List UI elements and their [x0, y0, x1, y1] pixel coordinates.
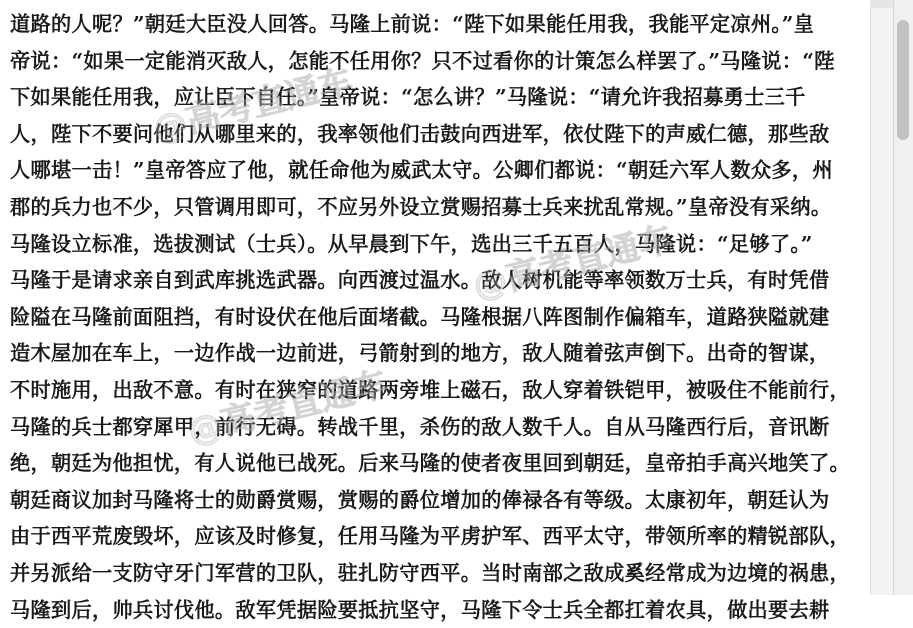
text-line: 道路的人呢？”朝廷大臣没人回答。马隆上前说：“陛下如果能任用我，我能平定凉州。”皇 [10, 6, 870, 43]
text-line: 并另派给一支防守牙门军营的卫队，驻扎防守西平。当时南部之敌成奚经常成为边境的祸患， [10, 555, 870, 592]
text-line: 帝说：“如果一定能消灭敌人，怎能不任用你？只不过看你的计策怎么样罢了。”马隆说：“陛 [10, 43, 870, 80]
text-line: 造木屋加在车上，一边作战一边前进，弓箭射到的地方，敌人随着弦声倒下。出奇的智谋， [10, 335, 870, 372]
text-line: 下如果能任用我，应让臣下自任。”皇帝说：“怎么讲？”马隆说：“请允许我招募勇士三千 [10, 79, 870, 116]
text-line: 险隘在马隆前面阻挡，有时设伏在他后面堵截。马隆根据八阵图制作偏箱车，道路狭隘就建 [10, 299, 870, 336]
watermark: @高考直通车 [147, 54, 357, 151]
text-line: 不时施用，出敌不意。有时在狭窄的道路两旁堆上磁石，敌人穿着铁铠甲，被吸住不能前行， [10, 372, 870, 409]
text-line: 马隆于是请求亲自到武库挑选武器。向西渡过温水。敌人树机能等率领数万士兵，有时凭借 [10, 262, 870, 299]
text-line: 马隆的兵士都穿犀甲，前行无碍。转战千里，杀伤的敌人数千人。自从马隆西行后，音讯断 [10, 409, 870, 446]
text-line: 由于西平荒废毁坏，应该及时修复，任用马隆为平虏护军、西平太守，带领所率的精锐部队， [10, 518, 870, 555]
scrollbar-thumb[interactable] [897, 20, 909, 140]
text-line: 郡的兵力也不少，只管调用即可，不应另外设立赏赐招募士兵来扰乱常规。”皇帝没有采纳。 [10, 189, 870, 226]
text-body [10, 6, 870, 628]
text-line: 人，陛下不要问他们从哪里来的，我率领他们击鼓向西进军，依仗陛下的声威仁德，那些敌 [10, 116, 870, 153]
text-line: 人哪堪一击！”皇帝答应了他，就任命他为威武太守。公卿们都说：“朝廷六军人数众多，州 [10, 152, 870, 189]
text-line: 绝，朝廷为他担忧，有人说他已战死。后来马隆的使者夜里回到朝廷，皇帝拍手高兴地笑了。 [10, 445, 870, 482]
watermark: @高考直通车 [182, 356, 392, 453]
watermark: @高考直通车 [467, 211, 677, 308]
text-line: 马隆到后，帅兵讨伐他。敌军凭据险要抵抗坚守，马隆下令士兵全都扛着农具，做出要去耕 [10, 592, 870, 628]
text-line: 马隆设立标准，选拔测试（士兵）。从早晨到下午，选出三千五百人，马隆说：“足够了。” [10, 226, 870, 263]
vertical-scrollbar[interactable] [893, 0, 913, 595]
text-line: 朝廷商议加封马隆将士的勋爵赏赐，赏赐的爵位增加的俸禄各有等级。太康初年，朝廷认为 [10, 482, 870, 519]
